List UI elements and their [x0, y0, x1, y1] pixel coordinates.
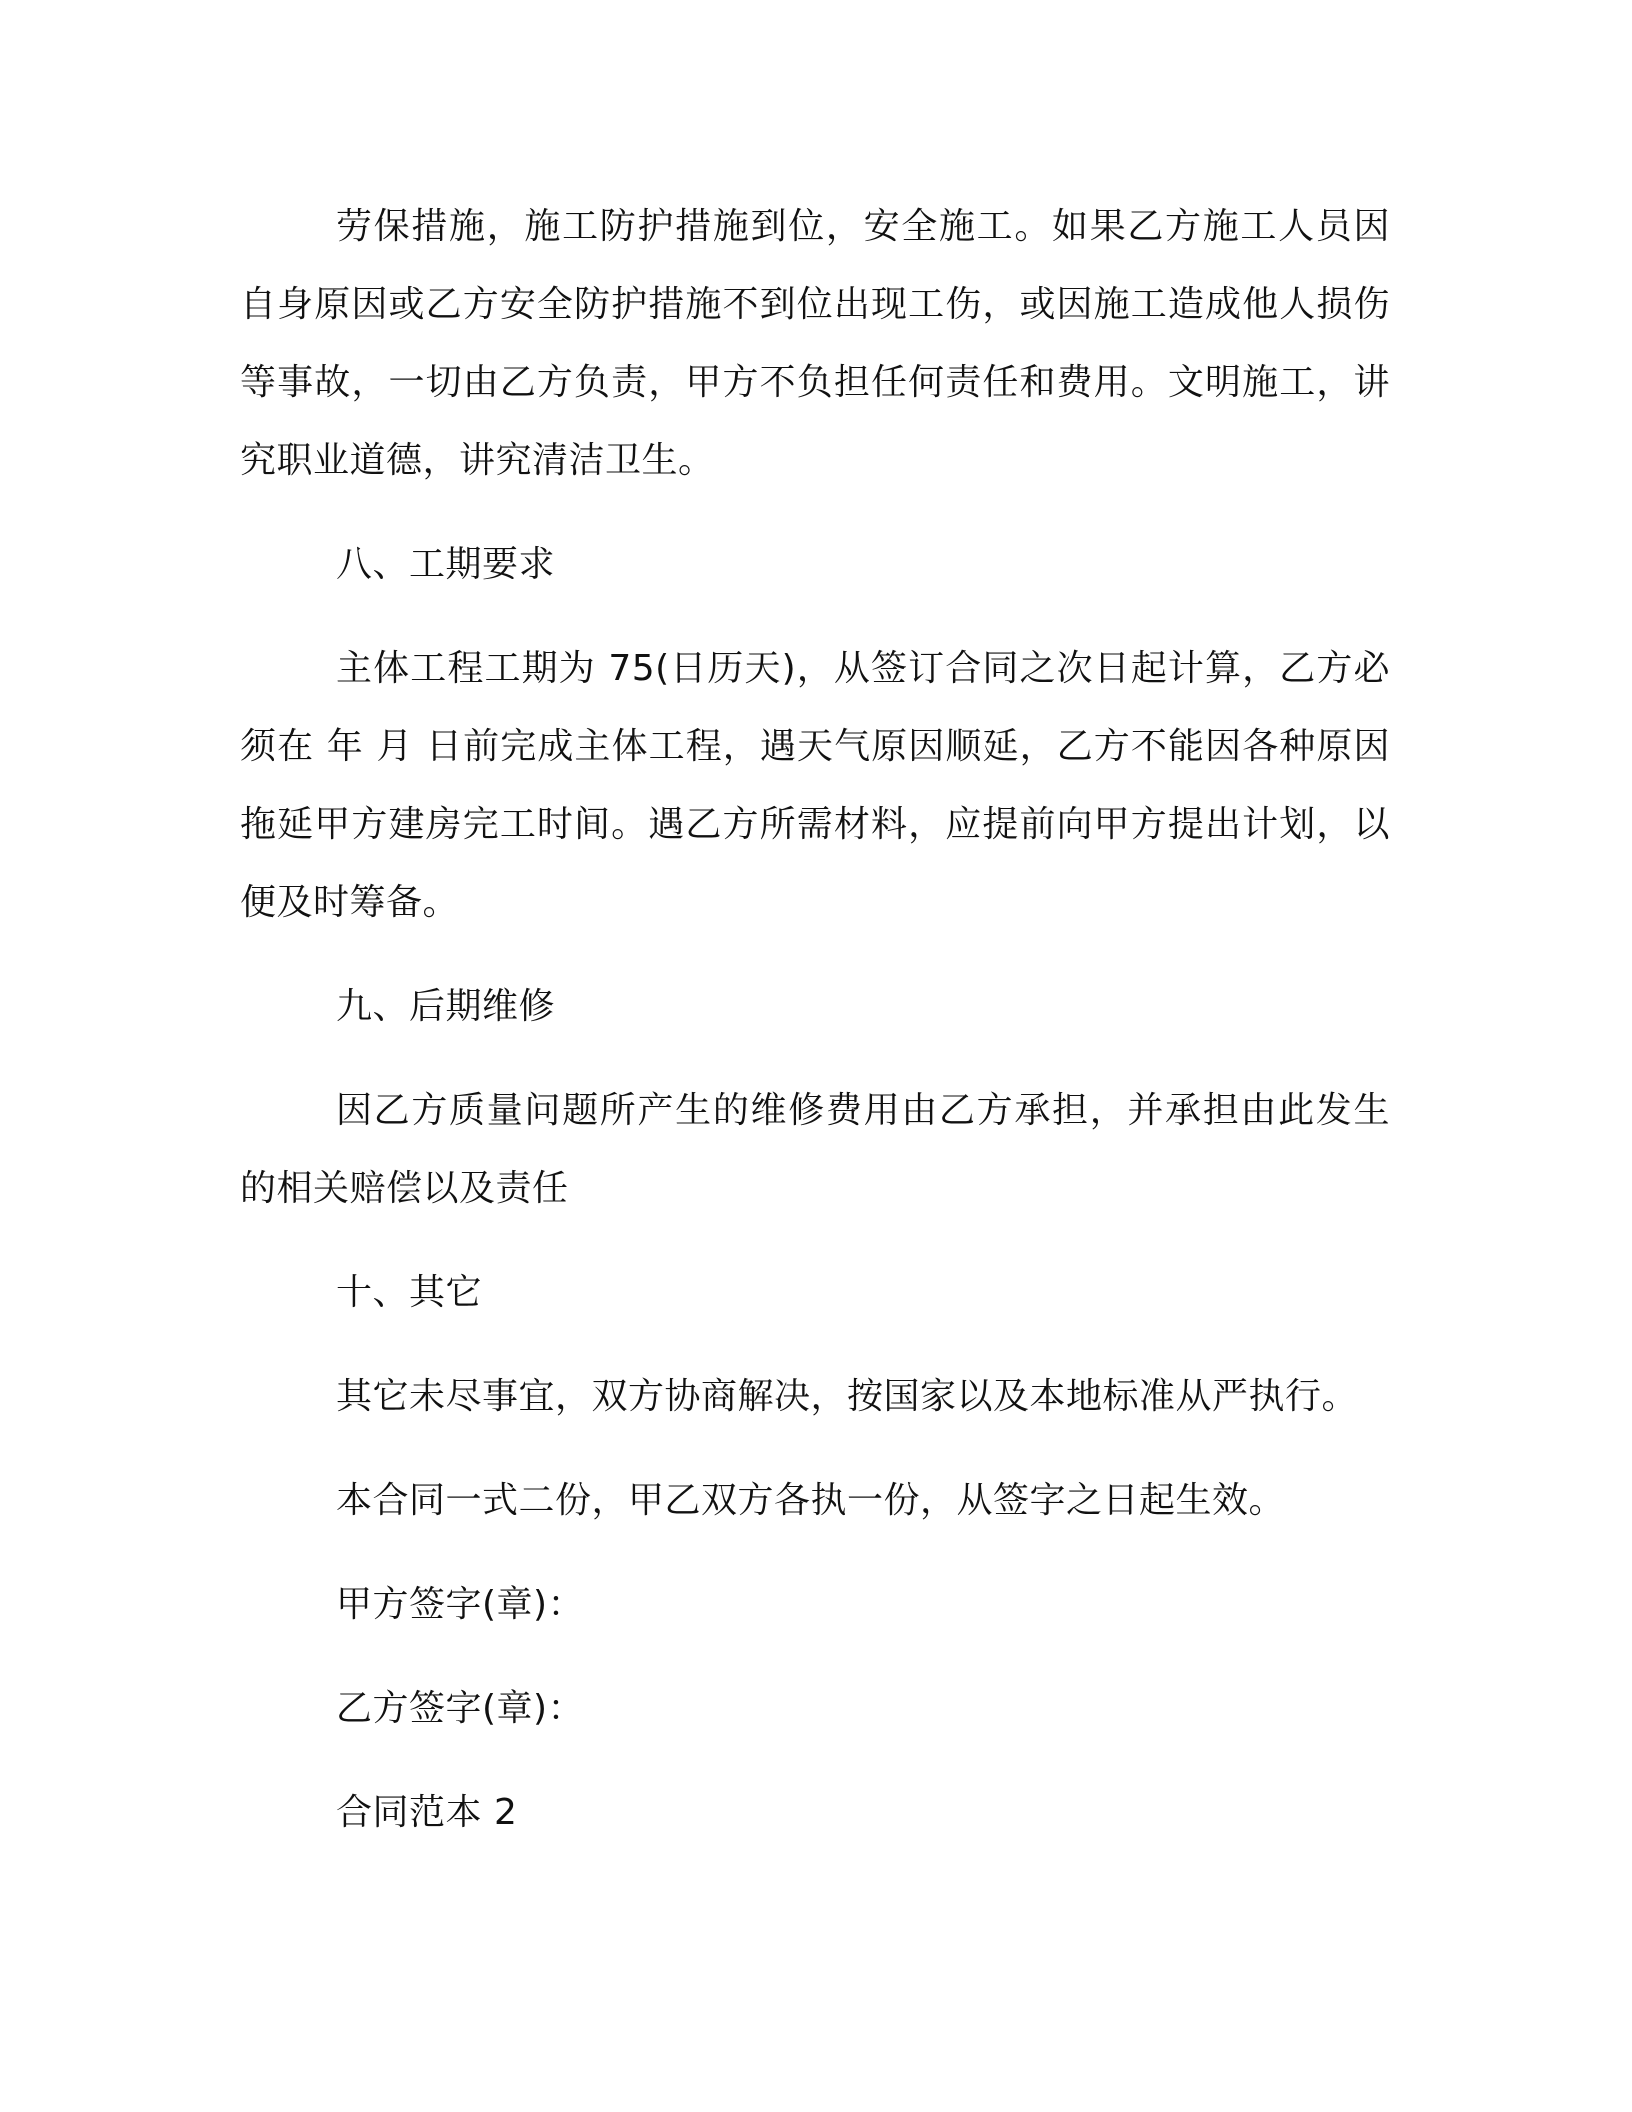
- spacer: [240, 1644, 1390, 1670]
- heading-contract-sample-2: 合同范本 2: [336, 1792, 518, 1833]
- paragraph-maintenance: 因乙方质量问题所产生的维修费用由乙方承担，并承担由此发生的相关赔偿以及责任: [240, 1090, 1390, 1209]
- paragraph-other: 其它未尽事宜，双方协商解决，按国家以及本地标准从严执行。: [336, 1376, 1359, 1417]
- spacer: [240, 1540, 1390, 1566]
- spacer: [240, 1436, 1390, 1462]
- signature-party-b: 乙方签字(章)：: [336, 1688, 585, 1729]
- heading-schedule: 八、工期要求: [336, 544, 556, 585]
- spacer: [240, 942, 1390, 968]
- heading-maintenance: 九、后期维修: [336, 986, 556, 1027]
- spacer: [240, 1332, 1390, 1358]
- spacer: [240, 1748, 1390, 1774]
- document-body: [240, 188, 1390, 1852]
- paragraph-safety: 劳保措施，施工防护措施到位，安全施工。如果乙方施工人员因自身原因或乙方安全防护措施不到位出现工伤，或因施工造成他人损伤等事故，一切由乙方负责，甲方不负担任何责任和费用。文明施工，讲究职业道德，讲究清洁卫生。: [240, 206, 1390, 481]
- spacer: [240, 1228, 1390, 1254]
- paragraph-copies: 本合同一式二份，甲乙双方各执一份，从签字之日起生效。: [336, 1480, 1286, 1521]
- spacer: [240, 1046, 1390, 1072]
- spacer: [240, 604, 1390, 630]
- signature-party-a: 甲方签字(章)：: [336, 1584, 585, 1625]
- paragraph-schedule: 主体工程工期为 75(日历天)，从签订合同之次日起计算，乙方必须在 年 月 日前完成主体工程，遇天气原因顺延，乙方不能因各种原因拖延甲方建房完工时间。遇乙方所需材料，应提前向甲方提出计划，以便及时筹备。: [240, 648, 1390, 923]
- spacer: [240, 500, 1390, 526]
- heading-other: 十、其它: [336, 1272, 483, 1313]
